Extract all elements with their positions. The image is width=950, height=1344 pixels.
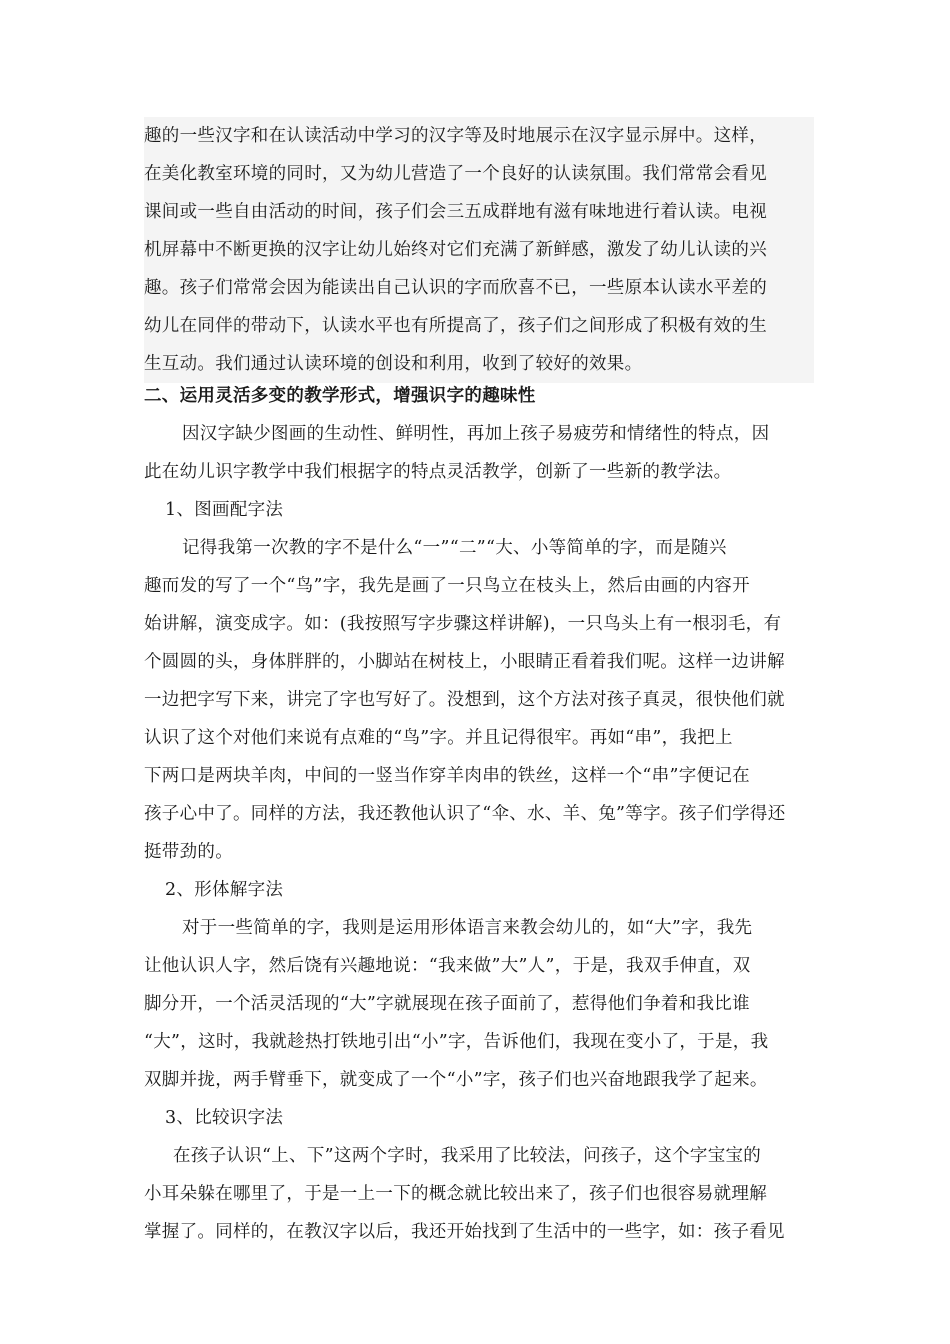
- paragraph-line: 在孩子认识“上、下”这两个字时，我采用了比较法，问孩子，这个字宝宝的: [173, 1146, 762, 1166]
- paragraph-line: 生互动。我们通过认读环境的创设和利用，收到了较好的效果。: [144, 345, 814, 383]
- paragraph-line: 在美化教室环境的同时，又为幼儿营造了一个良好的认读氛围。我们常常会看见: [144, 155, 814, 193]
- paragraph-line: 个圆圆的头，身体胖胖的，小脚站在树枝上，小眼睛正看着我们呢。这样一边讲解: [144, 652, 785, 672]
- paragraph-line: 双脚并拢，两手臂垂下，就变成了一个“小”字，孩子们也兴奋地跟我学了起来。: [144, 1070, 768, 1090]
- paragraph-line: 趣。孩子们常常会因为能读出自己认识的字而欣喜不已，一些原本认读水平差的: [144, 269, 814, 307]
- paragraph-line: 让他认识人字，然后饶有兴趣地说：“我来做”大”人”，于是，我双手伸直，双: [144, 956, 751, 976]
- paragraph-line: 趣的一些汉字和在认读活动中学习的汉字等及时地展示在汉字显示屏中。这样，: [144, 117, 814, 155]
- paragraph-line: “大”，这时，我就趁热打铁地引出“小”字，告诉他们，我现在变小了，于是，我: [144, 1032, 769, 1052]
- paragraph-line: 一边把字写下来，讲完了字也写好了。没想到，这个方法对孩子真灵，很快他们就: [144, 690, 785, 710]
- subsection-heading: 1、图画配字法: [165, 500, 284, 520]
- section-heading: 二、运用灵活多变的教学形式，增强识字的趣味性: [144, 386, 536, 406]
- paragraph-line: 认识了这个对他们来说有点难的“鸟”字。并且记得很牢。再如“串”，我把上: [144, 728, 733, 748]
- paragraph-line: 脚分开，一个活灵活现的“大”字就展现在孩子面前了，惹得他们争着和我比谁: [144, 994, 750, 1014]
- paragraph-line: 掌握了。同样的，在教汉字以后，我还开始找到了生活中的一些字，如：孩子看见: [144, 1222, 785, 1242]
- paragraph-line: 趣而发的写了一个“鸟”字，我先是画了一只鸟立在枝头上，然后由画的内容开: [144, 576, 750, 596]
- paragraph-line: 始讲解，演变成字。如：(我按照写字步骤这样讲解)，一只鸟头上有一根羽毛，有: [144, 614, 782, 634]
- subsection-heading: 2、形体解字法: [165, 880, 284, 900]
- paragraph-line: 机屏幕中不断更换的汉字让幼儿始终对它们充满了新鲜感，激发了幼儿认读的兴: [144, 231, 814, 269]
- paragraph-line: 记得我第一次教的字不是什么“一”“二”“大、小等简单的字，而是随兴: [182, 538, 727, 558]
- paragraph-line: 幼儿在同伴的带动下，认读水平也有所提高了，孩子们之间形成了积极有效的生: [144, 307, 814, 345]
- paragraph-line: 对于一些简单的字，我则是运用形体语言来教会幼儿的，如“大”字，我先: [182, 918, 753, 938]
- paragraph-line: 孩子心中了。同样的方法，我还教他认识了“伞、水、羊、兔”等字。孩子们学得还: [144, 804, 786, 824]
- paragraph-line: 此在幼儿识字教学中我们根据字的特点灵活教学，创新了一些新的教学法。: [144, 462, 732, 482]
- paragraph-line: 小耳朵躲在哪里了，于是一上一下的概念就比较出来了，孩子们也很容易就理解: [144, 1184, 767, 1204]
- paragraph-line: 因汉字缺少图画的生动性、鲜明性，再加上孩子易疲劳和情绪性的特点，因: [182, 424, 770, 444]
- paragraph-line: 下两口是两块羊肉，中间的一竖当作穿羊肉串的铁丝，这样一个“串”字便记在: [144, 766, 750, 786]
- subsection-heading: 3、比较识字法: [165, 1108, 284, 1128]
- paragraph-line: 课间或一些自由活动的时间，孩子们会三五成群地有滋有味地进行着认读。电视: [144, 193, 814, 231]
- paragraph-line: 挺带劲的。: [144, 842, 233, 862]
